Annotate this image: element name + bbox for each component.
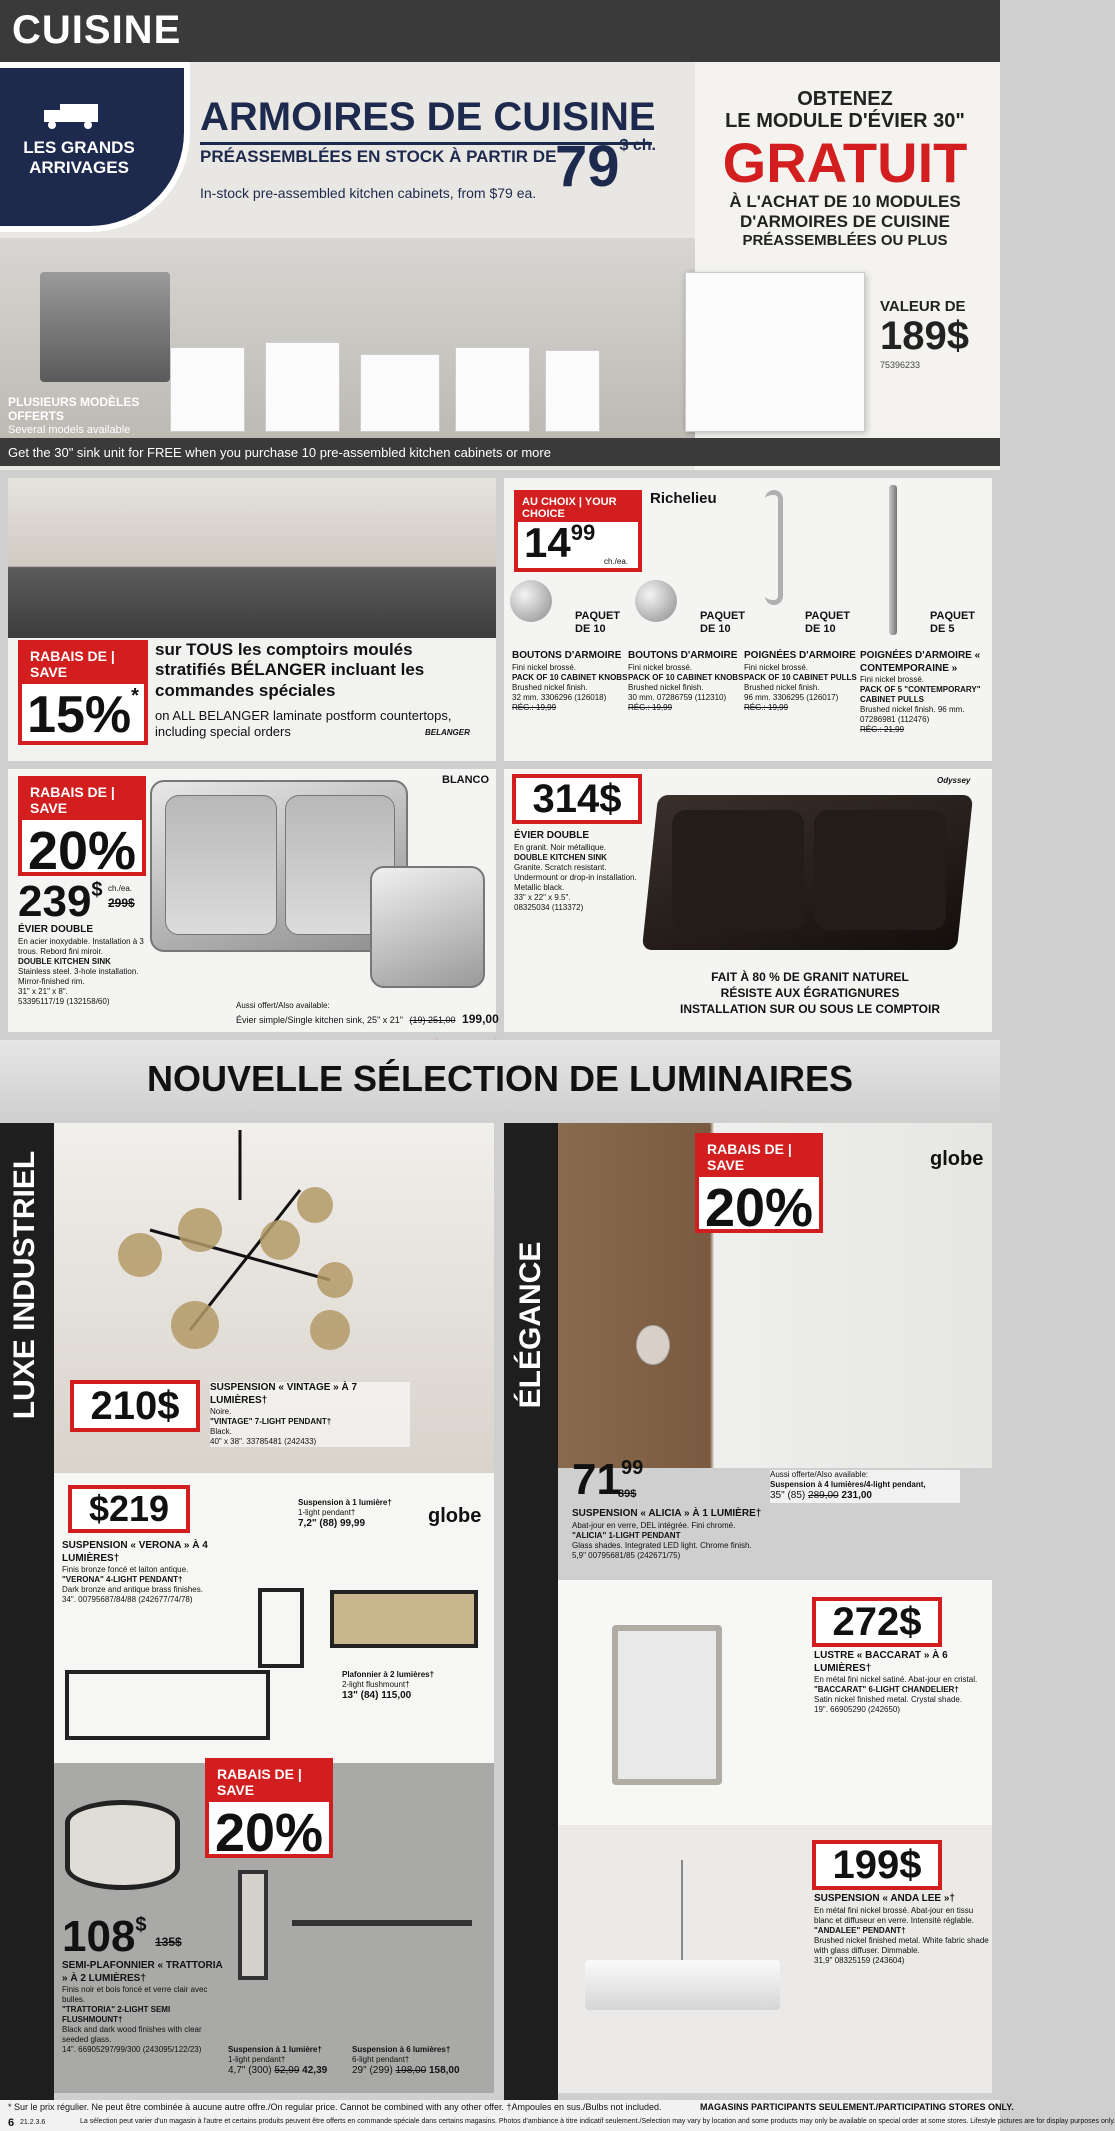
item-desc-fr: Fini nickel brossé. <box>628 662 693 672</box>
item-desc-fr: Fini nickel brossé. <box>512 662 577 672</box>
granite-name-fr: ÉVIER DOUBLE <box>514 830 590 841</box>
item-pack: PAQUET DE 10 <box>805 610 851 636</box>
verona-price-box: $219 <box>68 1485 190 1533</box>
verona-desc-en: Dark bronze and antique brass finishes. <box>62 1585 203 1594</box>
item-desc-en: Brushed nickel finish. <box>744 682 820 692</box>
cabinet-image <box>170 347 245 432</box>
andalee-name-fr: SUSPENSION « ANDA LEE »† <box>814 1893 955 1904</box>
sink-size: 31" x 21" x 8". <box>18 986 68 996</box>
cabinet-image <box>360 354 440 432</box>
hardware-price: $14^{99}$ <box>524 519 596 566</box>
trattoria-desc-en: Black and dark wood finishes with clear seeded glass. <box>62 2025 202 2044</box>
cabinet-image <box>455 347 530 432</box>
trattoria-linear-image <box>292 1920 472 1980</box>
choice-label: AU CHOIX | YOUR CHOICE <box>518 494 638 522</box>
banner-subline: PRÉASSEMBLÉES EN STOCK À PARTIR DE <box>200 147 557 166</box>
vintage-desc-fr: Noire. <box>210 1407 232 1416</box>
alicia-desc-en: Glass shades. Integrated LED light. Chrome finish. <box>572 1540 752 1550</box>
offer-line3: À L'ACHAT DE 10 MODULES <box>729 192 961 211</box>
value-label: VALEUR DE <box>880 298 966 315</box>
verona-linear-image <box>65 1670 270 1740</box>
granite-desc-en: Granite. Scratch resistant. Undermount or drop-in installation. Metallic black. <box>514 862 637 892</box>
verona-name-en: "VERONA" 4-LIGHT PENDANT† <box>62 1575 183 1584</box>
p1-label: Suspension à 1 lumière† <box>228 2045 322 2054</box>
baccarat-desc-fr: En métal fini nickel satiné. Abat-jour en cristal. <box>814 1675 978 1684</box>
baccarat-desc-en: Satin nickel finished metal. Crystal shade. <box>814 1695 963 1704</box>
banner-price: $79^{\$ ch.}$ <box>555 134 656 199</box>
verona-pendant-details <box>298 1498 408 1531</box>
trattoria-name-en: "TRATTORIA" 2-LIGHT SEMI FLUSHMOUNT† <box>62 2005 171 2024</box>
arrivals-badge-text: LES GRANDS ARRIVAGES <box>23 138 135 178</box>
trattoria-p6-details <box>352 2045 492 2078</box>
sink-unit: ch./ea. <box>108 884 133 893</box>
pull-image <box>765 490 783 605</box>
vintage-pendant-image <box>100 1130 380 1370</box>
modern-label: ÉLÉGANCE <box>514 1241 547 1409</box>
p6-price-line: 29" (299) 198,00 158,00 <box>352 2065 460 2076</box>
alicia-was: 89$ <box>618 1488 637 1500</box>
countertop-text-fr: sur TOUS les comptoirs moulés stratifiés BÉLANGER incluant les commandes spéciales <box>155 640 425 700</box>
baccarat-name-fr: LUSTRE « BACCARAT » À 6 LUMIÈRES† <box>814 1650 948 1674</box>
vintage-name-en: "VINTAGE" 7-LIGHT PENDANT† <box>210 1417 332 1426</box>
cabinet-image <box>545 350 600 432</box>
granite-desc-fr: En granit. Noir métallique. <box>514 842 607 852</box>
andalee-desc-fr: En métal fini nickel brossé. Abat-jour en tissu blanc et diffuseur en verre. Intensité réglable. <box>814 1905 974 1925</box>
also-price-line: 35" (85) 289,00 231,00 <box>770 1490 872 1501</box>
item-name-fr: BOUTONS D'ARMOIRE <box>628 650 738 661</box>
belanger-logo: BELANGER <box>425 728 470 737</box>
vintage-name-fr: SUSPENSION « VINTAGE » À 7 LUMIÈRES† <box>210 1382 358 1406</box>
granite-price-box: 314$ <box>512 774 642 824</box>
alicia-name-en: "ALICIA" 1-LIGHT PENDANT <box>572 1530 681 1540</box>
baccarat-size: 19". 66905290 (242650) <box>814 1705 901 1714</box>
andalee-price-box: 199$ <box>812 1840 942 1890</box>
baccarat-image <box>612 1625 722 1785</box>
countertop-save-box <box>18 640 148 745</box>
promo-text: Get the 30" sink unit for FREE when you purchase 10 pre-assembled kitchen cabinets or more <box>8 445 551 460</box>
truck-icon <box>42 100 102 130</box>
item-pack: PAQUET DE 10 <box>700 610 746 636</box>
flush-price: 13" (84) 115,00 <box>342 1690 412 1701</box>
granite-name-en: DOUBLE KITCHEN SINK <box>514 852 607 862</box>
trattoria-save-box <box>205 1758 333 1863</box>
save-percent: 20% <box>27 821 137 881</box>
sink-details <box>18 924 158 1007</box>
verona-size: 34". 00795687/84/88 (242677/74/78) <box>62 1595 193 1604</box>
save-label: RABAIS DE | SAVE <box>22 780 142 820</box>
offer-line5: PRÉASSEMBLÉES OU PLUS <box>742 232 948 249</box>
countertop-text-en: on ALL BELANGER laminate postform countertops, including special orders <box>155 708 452 740</box>
footer-stores: MAGASINS PARTICIPANTS SEULEMENT./PARTICIPATING STORES ONLY. <box>700 2102 1014 2112</box>
offer-line4: D'ARMOIRES DE CUISINE <box>740 212 950 231</box>
hardware-item <box>628 650 746 713</box>
p1-en: 1-light pendant† <box>228 2055 286 2064</box>
item-name-en: PACK OF 10 CABINET PULLS <box>744 672 857 682</box>
alicia-also <box>770 1470 960 1503</box>
item-reg: RÉG.: 19,99 <box>744 702 789 712</box>
granite-callout1: FAIT À 80 % DE GRANIT NATUREL <box>711 970 909 984</box>
alicia-details <box>572 1508 772 1561</box>
andalee-name-en: "ANDALEE" PENDANT† <box>814 1925 906 1935</box>
baccarat-details <box>814 1650 989 1715</box>
trattoria-pendant-image <box>238 1870 268 1980</box>
vintage-size: 40" x 38". 33785481 (242433) <box>210 1437 317 1446</box>
hardware-item <box>860 650 988 735</box>
hardware-item <box>512 650 630 713</box>
verona-desc-fr: Finis bronze foncé et laiton antique. <box>62 1565 189 1574</box>
pendant-label: Suspension à 1 lumière† <box>298 1498 392 1507</box>
richelieu-logo: Richelieu <box>650 490 717 507</box>
item-desc-en: Brushed nickel finish. <box>628 682 704 692</box>
page-title: CUISINE <box>12 8 182 52</box>
trattoria-desc-fr: Finis noir et bois foncé et verre clair avec bulles. <box>62 1985 208 2004</box>
item-size: 07286981 (112476) <box>860 715 930 724</box>
p6-en: 6-light pendant† <box>352 2055 410 2064</box>
hardware-price-box <box>514 490 642 572</box>
also-label: Aussi offert/Also available: <box>236 1001 330 1010</box>
save-percent: 20% <box>214 1803 324 1863</box>
offer-line2: LE MODULE D'ÉVIER 30" <box>725 110 965 132</box>
save-label: RABAIS DE | SAVE <box>699 1137 819 1177</box>
item-name-fr: POIGNÉES D'ARMOIRE <box>744 650 856 661</box>
verona-name-fr: SUSPENSION « VERONA » À 4 LUMIÈRES† <box>62 1540 208 1564</box>
hardware-unit: ch./ea. <box>603 557 628 566</box>
blanco-logo: BLANCO <box>442 774 490 786</box>
item-reg: RÉG.: 19,99 <box>628 702 673 712</box>
save-label: RABAIS DE | SAVE <box>22 644 144 684</box>
offer-line1: OBTENEZ <box>797 88 893 110</box>
item-desc-en: Brushed nickel finish. 96 mm. <box>860 705 965 714</box>
item-name-en: PACK OF 5 "CONTEMPORARY" CABINET PULLS <box>860 685 981 704</box>
trattoria-price: 108$ <box>62 1912 147 1961</box>
save-label: RABAIS DE | SAVE <box>209 1762 329 1802</box>
alicia-size: 5,9" 00795681/85 (242671/75) <box>572 1550 681 1560</box>
granite-sku: 08325034 (113372) <box>514 902 584 912</box>
item-name-fr: BOUTONS D'ARMOIRE <box>512 650 622 661</box>
value-price: 189$ <box>880 314 969 358</box>
granite-callout3: INSTALLATION SUR OU SOUS LE COMPTOIR <box>679 1002 940 1016</box>
sink-name-en: DOUBLE KITCHEN SINK <box>18 956 111 966</box>
granite-details <box>514 830 644 913</box>
p1-price-line: 4,7" (300) 52,99 42,39 <box>228 2065 328 2076</box>
countertop-photo <box>8 478 496 638</box>
item-name-en: PACK OF 10 CABINET KNOBS <box>512 672 628 682</box>
item-desc-en: Brushed nickel finish. <box>512 682 588 692</box>
vintage-desc-en: Black. <box>210 1427 232 1436</box>
footer-code: 21.2.3.6 <box>20 2119 46 2126</box>
page-number: 6 <box>8 2117 15 2129</box>
sink-basin <box>165 795 277 935</box>
globe-logo: globe <box>428 1505 482 1527</box>
value-sku: 75396233 <box>880 360 921 370</box>
alicia-pendant-image <box>636 1325 670 1365</box>
item-pack: PAQUET DE 10 <box>575 610 621 636</box>
flush-label: Plafonnier à 2 lumières† <box>342 1670 435 1679</box>
offer-free: GRATUIT <box>722 131 968 194</box>
alicia-price: $71^{99}$ <box>572 1455 644 1504</box>
trattoria-size: 14". 66905297/99/300 (243095/122/23) <box>62 2045 202 2054</box>
models-fr: PLUSIEURS MODÈLES OFFERTS <box>8 395 140 423</box>
footer-legal: La sélection peut varier d'un magasin à l'autre et certains produits peuvent être offerts en commande spéciale dans certains magasins. Photos d'ambiance à titre indicatif seulement./Selection may vary by location and some products may only be available on special order at some stores. Lifestyle pictures are for display purposes only. <box>80 2118 1115 2125</box>
single-sink-image <box>370 866 485 988</box>
item-desc-fr: Fini nickel brossé. <box>744 662 809 672</box>
item-size: 32 mm. 3306296 (126018) <box>512 692 607 702</box>
offer-sink-cabinet <box>685 272 865 432</box>
save-percent: 15%* <box>27 685 139 744</box>
verona-pendant-image <box>258 1588 304 1668</box>
andalee-size: 31,9" 08325159 (243604) <box>814 1955 905 1965</box>
vintage-details <box>210 1382 410 1447</box>
odyssey-logo: Odyssey <box>937 776 971 785</box>
trattoria-p1-details <box>228 2045 338 2078</box>
pendant-price: 7,2" (88) 99,99 <box>298 1518 366 1529</box>
vintage-price-box: 210$ <box>70 1380 200 1432</box>
verona-flush-details <box>342 1670 462 1703</box>
globe-logo: globe <box>930 1148 984 1170</box>
item-size: 30 mm. 07286759 (112310) <box>628 692 727 702</box>
footer-note: * Sur le prix régulier. Ne peut être combinée à aucune autre offre./On regular price. Cannot be combined with any other offer. †Ampoules en sus./Bulbs not included. <box>8 2102 662 2112</box>
cabinet-image <box>265 342 340 432</box>
andalee-image <box>585 1960 780 2010</box>
alicia-name-fr: SUSPENSION « ALICIA » À 1 LUMIÈRE† <box>572 1508 762 1519</box>
knob-image <box>510 580 552 622</box>
alicia-save-box <box>695 1133 823 1238</box>
trattoria-details <box>62 1960 227 2055</box>
verona-details <box>62 1540 222 1605</box>
hardware-item <box>744 650 862 713</box>
pendant-en: 1-light pendant† <box>298 1508 356 1517</box>
also-label: Aussi offerte/Also available: <box>770 1470 869 1479</box>
trattoria-was: 135$ <box>155 1935 182 1949</box>
granite-callout2: RÉSISTE AUX ÉGRATIGNURES <box>720 986 900 1000</box>
andalee-desc-en: Brushed nickel finished metal. White fabric shade with glass diffuser. Dimmable. <box>814 1935 989 1955</box>
pull-image <box>889 485 897 635</box>
trattoria-image <box>65 1800 180 1890</box>
verona-flush-image <box>330 1590 478 1648</box>
range-image <box>40 272 170 382</box>
trattoria-name-fr: SEMI-PLAFONNIER « TRATTORIA » À 2 LUMIÈRES† <box>62 1960 223 1984</box>
item-reg: RÉG.: 19,99 <box>512 702 557 712</box>
sink-desc-en: Stainless steel. 3-hole installation. Mirror-finished rim. <box>18 966 139 986</box>
baccarat-name-en: "BACCARAT" 6-LIGHT CHANDELIER† <box>814 1685 959 1694</box>
alicia-desc-fr: Abat-jour en verre, DEL intégrée. Fini chromé. <box>572 1520 736 1530</box>
industrial-label: LUXE INDUSTRIEL <box>8 1150 41 1420</box>
also-item: Suspension à 4 lumières/4-light pendant, <box>770 1480 926 1489</box>
granite-size: 33" x 22" x 9.5". <box>514 892 571 902</box>
models-en: Several models available <box>8 424 131 436</box>
item-desc-fr: Fini nickel brossé. <box>860 675 925 684</box>
knob-image <box>635 580 677 622</box>
baccarat-price-box: 272$ <box>812 1597 942 1647</box>
item-size: 96 mm. 3306295 (126017) <box>744 692 839 702</box>
sink-save-box <box>18 776 146 881</box>
also-item: Évier simple/Single kitchen sink, 25" x 21" (19) 251,00 199,00 <box>236 1012 499 1026</box>
item-reg: RÉG.: 21,99 <box>860 725 905 734</box>
item-pack: PAQUET DE 5 <box>930 610 976 636</box>
sink-desc-fr: En acier inoxydable. Installation à 3 trous. Rebord fini miroir. <box>18 936 144 956</box>
banner-subline-en: In-stock pre-assembled kitchen cabinets, from $79 ea. <box>200 185 537 201</box>
granite-basin <box>672 810 804 930</box>
item-name-en: PACK OF 10 CABINET KNOBS <box>628 672 744 682</box>
save-percent: 20% <box>704 1178 814 1238</box>
flush-en: 2-light flushmount† <box>342 1680 410 1689</box>
banner-headline: ARMOIRES DE CUISINE <box>200 95 656 139</box>
sink-name-fr: ÉVIER DOUBLE <box>18 924 94 935</box>
sink-price: 239$ <box>18 877 103 926</box>
granite-basin <box>814 810 946 930</box>
sink-sku: 53395117/19 (132158/60) <box>18 996 110 1006</box>
p6-label: Suspension à 6 lumières† <box>352 2045 451 2054</box>
andalee-wire <box>681 1860 683 1960</box>
andalee-details <box>814 1893 989 1966</box>
sink-was-price: 299$ <box>108 896 135 910</box>
lighting-title: NOUVELLE SÉLECTION DE LUMINAIRES <box>146 1058 854 1099</box>
item-name-fr: POIGNÉES D'ARMOIRE « CONTEMPORAINE » <box>860 650 981 674</box>
